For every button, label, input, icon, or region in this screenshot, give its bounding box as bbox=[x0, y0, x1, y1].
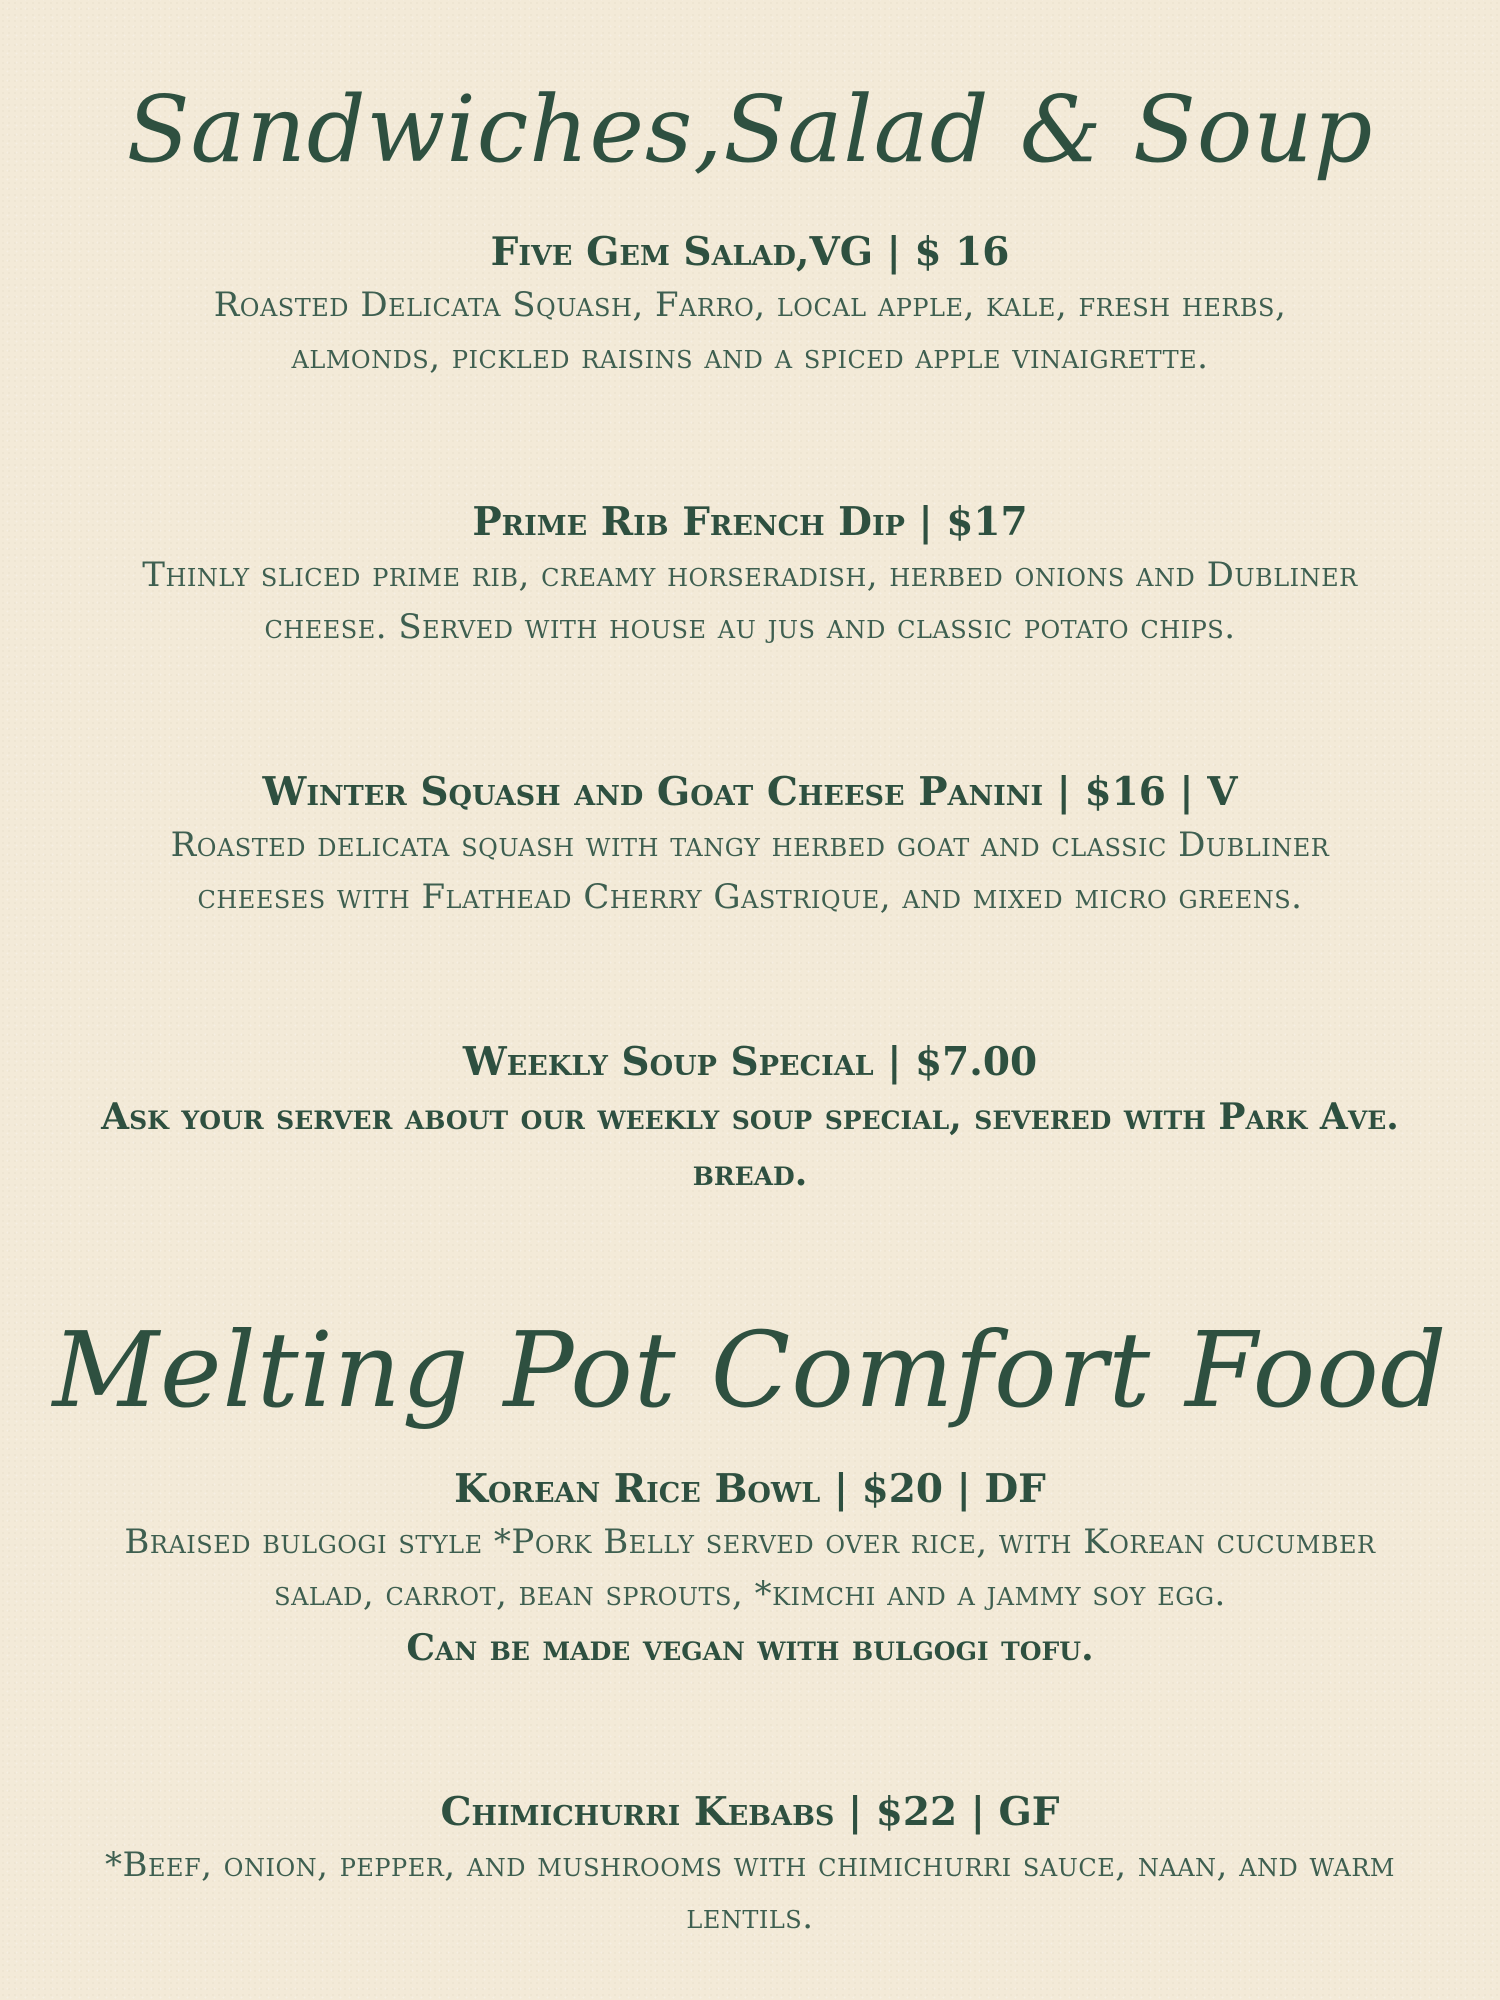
item-description: Roasted Delicata Squash, Farro, local apple, kale, fresh herbs, almonds, pickled raisins and a spiced apple vinaigrette. bbox=[213, 285, 1287, 377]
item-description: Braised bulgogi style *Pork Belly served over rice, with Korean cucumber salad, carrot, bean sprouts, *kimchi and a jammy soy egg. bbox=[124, 1522, 1376, 1614]
section-title-comfort-food: Melting Pot Comfort Food bbox=[52, 1309, 1448, 1431]
section-title-sandwiches: Sandwiches,Salad & Soup bbox=[126, 76, 1374, 183]
item-note: Ask your server about our weekly soup special, severed with Park Ave. bread. bbox=[101, 1096, 1399, 1194]
menu-item-chimichurri-kebabs bbox=[100, 1785, 1400, 1943]
item-name: Chimichurri Kebabs | $22 | GF bbox=[440, 1789, 1060, 1835]
menu-item-korean-rice-bowl bbox=[100, 1462, 1400, 1676]
item-description: Thinly sliced prime rib, creamy horseradish, herbed onions and Dubliner cheese. Served with house au jus and classic potato chips. bbox=[142, 555, 1358, 647]
menu-item-five-gem-salad bbox=[100, 225, 1400, 383]
item-name: Weekly Soup Special | $7.00 bbox=[462, 1039, 1038, 1085]
item-name: Prime Rib French Dip | $17 bbox=[472, 499, 1028, 545]
item-name: Five Gem Salad,VG | $ 16 bbox=[490, 229, 1010, 275]
item-description: Roasted delicata squash with tangy herbed goat and classic Dubliner cheeses with Flathead Cherry Gastrique, and mixed micro greens. bbox=[170, 825, 1330, 917]
item-name: Winter Squash and Goat Cheese Panini | $16 | V bbox=[262, 769, 1238, 815]
item-note: Can be made vegan with bulgogi tofu. bbox=[406, 1627, 1094, 1669]
menu-item-winter-squash-panini bbox=[100, 765, 1400, 923]
menu-item-prime-rib-french-dip bbox=[100, 495, 1400, 653]
item-name: Korean Rice Bowl | $20 | DF bbox=[454, 1466, 1046, 1512]
menu-item-weekly-soup-special bbox=[100, 1035, 1400, 1201]
item-description: *Beef, onion, pepper, and mushrooms with chimichurri sauce, naan, and warm lentils. bbox=[105, 1845, 1395, 1937]
